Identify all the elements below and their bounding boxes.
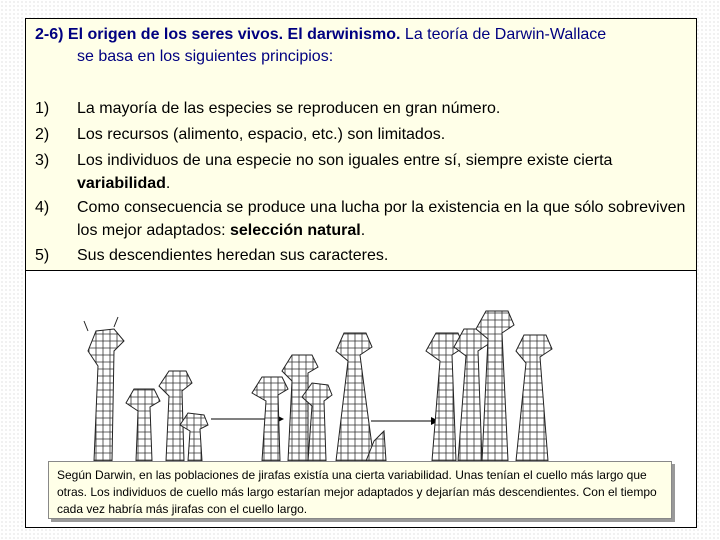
principle-number: 1) [35, 100, 50, 117]
slide [25, 18, 697, 528]
principle-number: 4) [35, 199, 50, 216]
slide-heading [35, 24, 685, 68]
term-variabilidad: variabilidad [77, 175, 166, 192]
giraffe-evolution-illustration [26, 271, 696, 461]
giraffe-group-long [426, 311, 552, 461]
arrow-icon [371, 417, 439, 425]
principle-number: 2) [35, 126, 50, 143]
principle-text: Los individuos de una especie no son iguales entre sí, siempre existe cierta variabilidad. [77, 152, 613, 192]
principle-number: 5) [35, 247, 50, 264]
giraffe-group-mixed [252, 333, 386, 461]
caption-box: Según Darwin, en las poblaciones de jirafas existía una cierta variabilidad. Unas tenían el cuello más largo que otras. Los individuos de cuello más largo estarían mejor adaptados y dejarían más descendientes. Con el tiempo cada vez habría más jirafas con el cuello largo. [48, 461, 672, 519]
heading-line2: se basa en los siguientes principios: [77, 48, 334, 65]
term-seleccion-natural: selección natural [229, 222, 361, 239]
principles-panel [26, 19, 696, 271]
principle-text: Los recursos (alimento, espacio, etc.) son limitados. [77, 126, 446, 143]
principle-text: La mayoría de las especies se reproducen en gran número. [77, 100, 501, 117]
principle-text: Sus descendientes heredan sus caracteres. [77, 247, 389, 264]
principle-text: Como consecuencia se produce una lucha por la existencia en la que sólo sobreviven los mejor adaptados: selección natural. [77, 199, 686, 239]
principle-number: 3) [35, 152, 50, 169]
heading-rest: La teoría de Darwin-Wallace [400, 26, 607, 43]
heading-bold: 2-6) El origen de los seres vivos. El darwinismo. [35, 26, 401, 43]
giraffe-group-short [84, 317, 208, 461]
